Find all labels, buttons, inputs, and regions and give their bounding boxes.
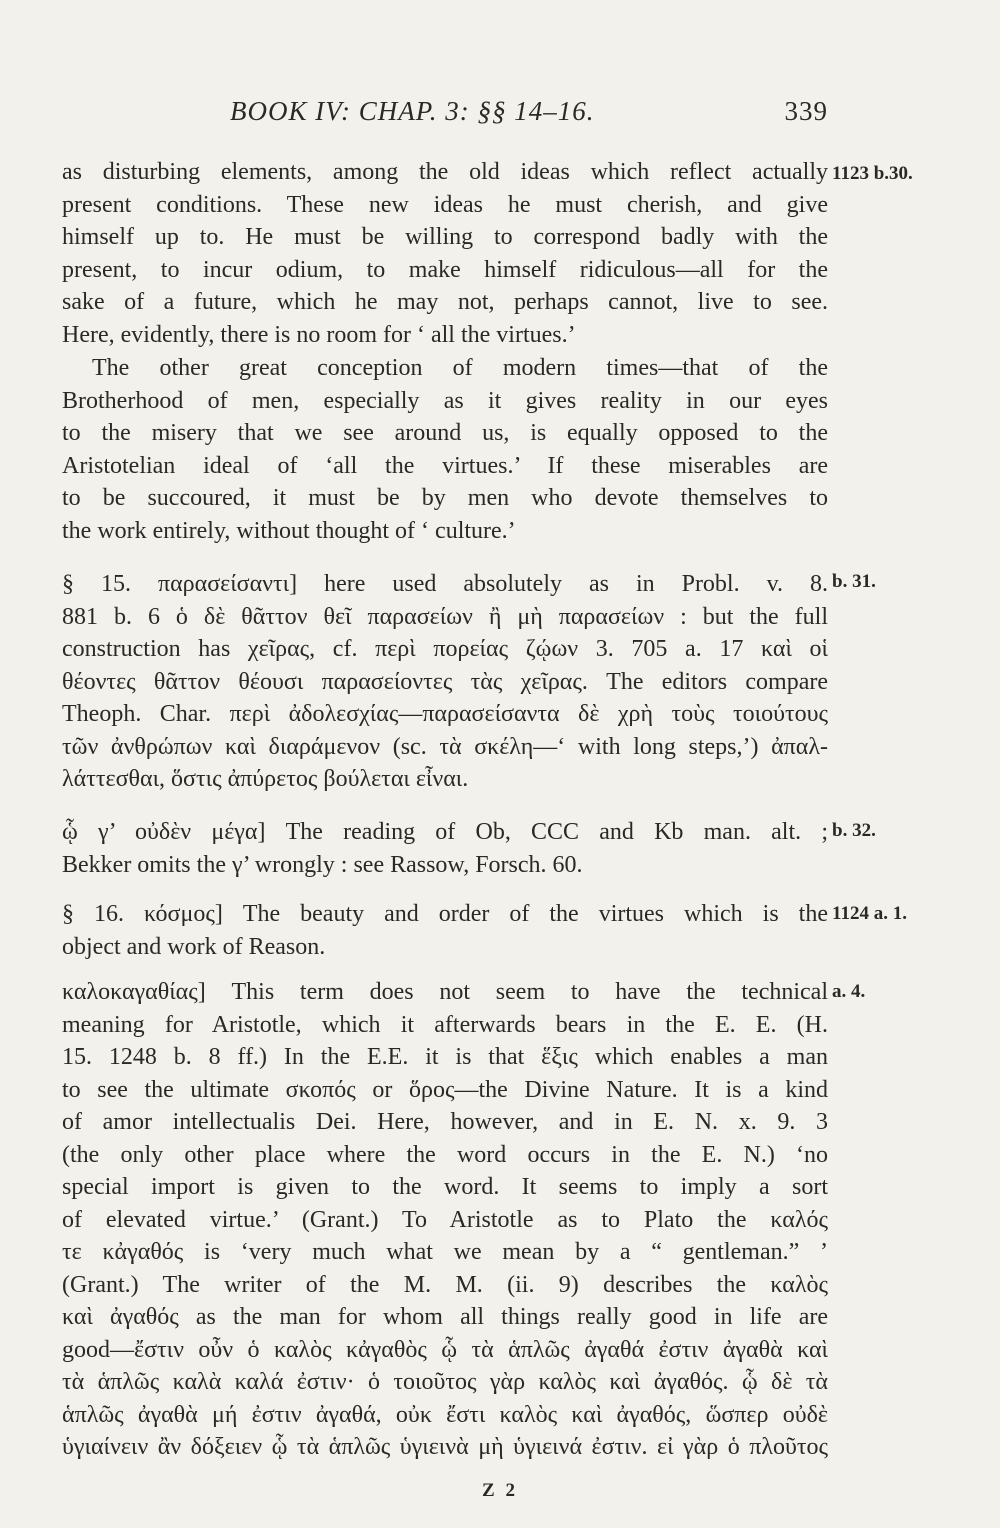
text-line: to the misery that we see around us, is equally opposed to the — [62, 420, 828, 446]
text-line: Here, evidently, there is no room for ‘ all the virtues.’ — [62, 321, 576, 348]
note-oudeh-mega — [62, 816, 828, 881]
text-line: to see the ultimate σκοπός or ὅρος—the Divine Nature. It is a kind — [62, 1076, 828, 1103]
text-line: Bekker omits the γ’ wrongly : see Rassow, Forsch. 60. — [62, 851, 583, 878]
text-line: § 16. κόσμος] The beauty and order of the virtues which is the — [62, 901, 828, 927]
note-kalokagathia — [62, 976, 828, 1464]
text-line: himself up to. He must be willing to correspond badly with the — [62, 224, 828, 250]
text-line: § 15. παρασείσαντι] here used absolutely as in Probl. v. 8. — [62, 571, 828, 597]
text-line: good—ἔστιν οὖν ὁ καλὸς κἀγαθὸς ᾧ τὰ ἁπλῶς ἀγαθά ἐστιν ἀγαθὰ καὶ — [62, 1336, 828, 1363]
margin-ref: b. 31. — [832, 571, 876, 592]
page-number: 339 — [784, 96, 828, 126]
text-line: as disturbing elements, among the old ideas which reflect actually — [62, 159, 828, 185]
text-line: Theoph. Char. περὶ ἀδολεσχίας—παρασείσαντα δὲ χρὴ τοὺς τοιούτους — [62, 701, 828, 727]
text-line: τὰ ἁπλῶς καλὰ καλά ἐστιν· ὁ τοιοῦτος γὰρ καλὸς καὶ ἀγαθός. ᾧ δὲ τὰ — [62, 1369, 828, 1395]
note-section-15 — [62, 568, 828, 796]
text-line: τε κἀγαθός is ‘very much what we mean by a “ gentleman.” ’ — [62, 1239, 828, 1265]
paragraph-brotherhood — [62, 352, 828, 547]
text-line: the work entirely, without thought of ‘ culture.’ — [62, 517, 516, 544]
running-header — [62, 96, 828, 136]
text-line: The other great conception of modern times—that of the — [92, 355, 828, 381]
text-line: meaning for Aristotle, which it afterwards bears in the E. E. (H. — [62, 1011, 828, 1038]
note-section-16 — [62, 898, 828, 963]
text-line: λάττεσθαι, ὅστις ἀπύρετος βούλεται εἶναι. — [62, 766, 469, 792]
signature-mark: Z 2 — [482, 1480, 518, 1501]
text-line: ᾧ γ’ οὐδὲν μέγα] The reading of Ob, CCC and Kb man. alt. ; — [62, 819, 828, 845]
text-line: present, to incur odium, to make himself ridiculous—all for the — [62, 256, 828, 283]
text-line: construction has χεῖρας, cf. περὶ πορείας ζῴων 3. 705 a. 17 καὶ οἱ — [62, 636, 828, 662]
text-line: θέοντες θᾶττον θέουσι παρασείοντες τὰς χεῖρας. The editors compare — [62, 668, 828, 695]
text-line: object and work of Reason. — [62, 933, 326, 960]
text-line: 15. 1248 b. 8 ff.) In the E.E. it is that ἕξις which enables a man — [62, 1044, 828, 1070]
text-line: (the only other place where the word occurs in the E. N.) ‘no — [62, 1141, 828, 1168]
text-line: of amor intellectualis Dei. Here, however, and in E. N. x. 9. 3 — [62, 1109, 828, 1135]
text-line: present conditions. These new ideas he must cherish, and give — [62, 191, 828, 218]
text-line: ἁπλῶς ἀγαθὰ μή ἐστιν ἀγαθά, οὐκ ἔστι καλὸς καὶ ἀγαθός, ὥσπερ οὐδὲ — [62, 1401, 828, 1428]
text-line: τῶν ἀνθρώπων καὶ διαράμενον (sc. τὰ σκέλη—‘ with long steps,’) ἀπαλ- — [62, 733, 828, 760]
text-line: καὶ ἀγαθός as the man for whom all things really good in life are — [62, 1304, 828, 1330]
text-line: Aristotelian ideal of ‘all the virtues.’ If these miserables are — [62, 452, 828, 479]
paragraph-continuation — [62, 156, 828, 351]
text-line: ὑγιαίνειν ἂν δόξειεν ᾧ τὰ ἁπλῶς ὑγιεινὰ μὴ ὑγιεινά ἐστιν. εἰ γὰρ ὁ πλοῦτος — [62, 1434, 828, 1460]
margin-ref: 1124 a. 1. — [832, 903, 907, 924]
text-line: Brotherhood of men, especially as it gives reality in our eyes — [62, 387, 828, 414]
margin-ref: a. 4. — [832, 981, 866, 1002]
text-line: sake of a future, which he may not, perhaps cannot, live to see. — [62, 289, 828, 315]
text-line: of elevated virtue.’ (Grant.) To Aristotle as to Plato the καλός — [62, 1206, 828, 1233]
text-line: 881 b. 6 ὁ δὲ θᾶττον θεῖ παρασείων ἢ μὴ παρασείων : but the full — [62, 603, 828, 630]
text-line: special import is given to the word. It seems to imply a sort — [62, 1174, 828, 1200]
running-title: BOOK IV: CHAP. 3: §§ 14–16. — [230, 96, 595, 126]
margin-ref: b. 32. — [832, 820, 876, 841]
text-line: (Grant.) The writer of the M. M. (ii. 9) describes the καλὸς — [62, 1271, 828, 1298]
text-line: καλοκαγαθίας] This term does not seem to have the technical — [62, 979, 828, 1005]
margin-ref: 1123 b.30. — [832, 163, 913, 184]
text-line: to be succoured, it must be by men who devote themselves to — [62, 485, 828, 511]
